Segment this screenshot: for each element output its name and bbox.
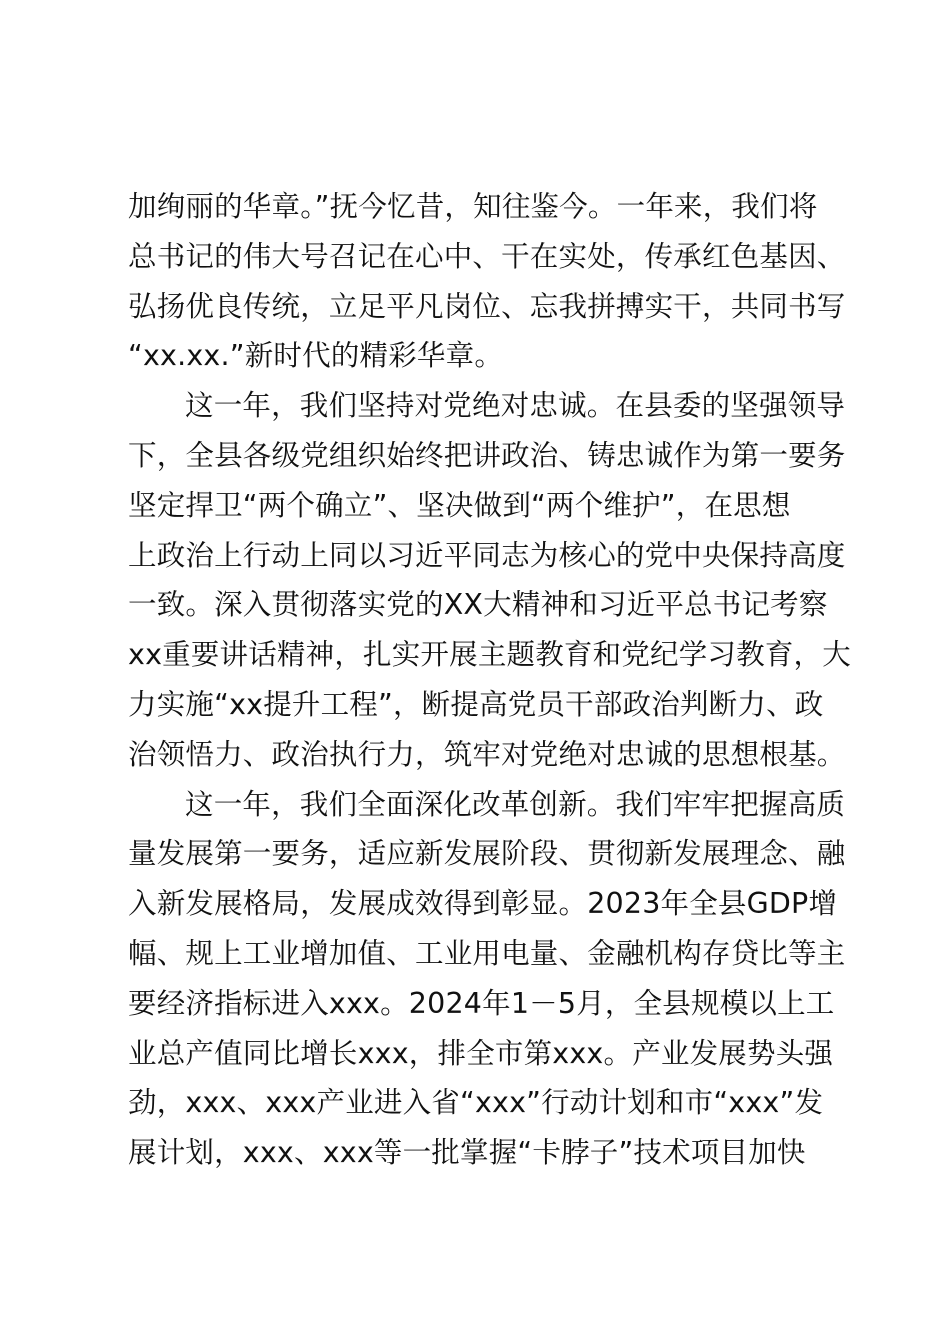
- text-line: 要经济指标进入xxx。2024年1－5月，全县规模以上工: [128, 986, 835, 1020]
- text-line: “xx.xx.”新时代的精彩华章。: [128, 339, 504, 373]
- text-line: 业总产值同比增长xxx，排全市第xxx。产业发展势头强: [128, 1036, 834, 1070]
- text-line: xx重要讲话精神，扎实开展主题教育和党纪学习教育，大: [128, 638, 851, 672]
- text-line: 力实施“xx提升工程”，断提高党员干部政治判断力、政: [128, 687, 824, 721]
- text-line: 展计划，xxx、xxx等一批掌握“卡脖子”技术项目加快: [128, 1136, 806, 1170]
- text-line: 弘扬优良传统，立足平凡岗位、忘我拼搏实干，共同书写: [128, 289, 846, 323]
- text-line: 量发展第一要务，适应新发展阶段、贯彻新发展理念、融: [128, 837, 846, 871]
- paragraph-first-line: 这一年，我们全面深化改革创新。我们牢牢把握高质: [185, 787, 846, 821]
- text-line: 治领悟力、政治执行力，筑牢对党绝对忠诚的思想根基。: [128, 737, 846, 771]
- text-line: 加绚丽的华章。”抚今忆昔，知往鉴今。一年来，我们将: [128, 190, 818, 223]
- text-line: 一致。深入贯彻落实党的XX大精神和习近平总书记考察: [128, 588, 828, 622]
- paragraph-first-line: 这一年，我们坚持对党绝对忠诚。在县委的坚强领导: [185, 389, 846, 423]
- text-line: 入新发展格局，发展成效得到彰显。2023年全县GDP增: [128, 887, 838, 921]
- text-line: 坚定捍卫“两个确立”、坚决做到“两个维护”，在思想: [128, 488, 791, 522]
- document-body-text: [128, 182, 864, 1178]
- text-line: 下，全县各级党组织始终把讲政治、铸忠诚作为第一要务: [128, 438, 846, 472]
- text-line: 幅、规上工业增加值、工业用电量、金融机构存贷比等主: [128, 936, 846, 970]
- text-line: 总书记的伟大号召记在心中、干在实处，传承红色基因、: [128, 239, 846, 273]
- text-line: 劲，xxx、xxx产业进入省“xxx”行动计划和市“xxx”发: [128, 1086, 824, 1120]
- text-line: 上政治上行动上同以习近平同志为核心的党中央保持高度: [128, 538, 846, 572]
